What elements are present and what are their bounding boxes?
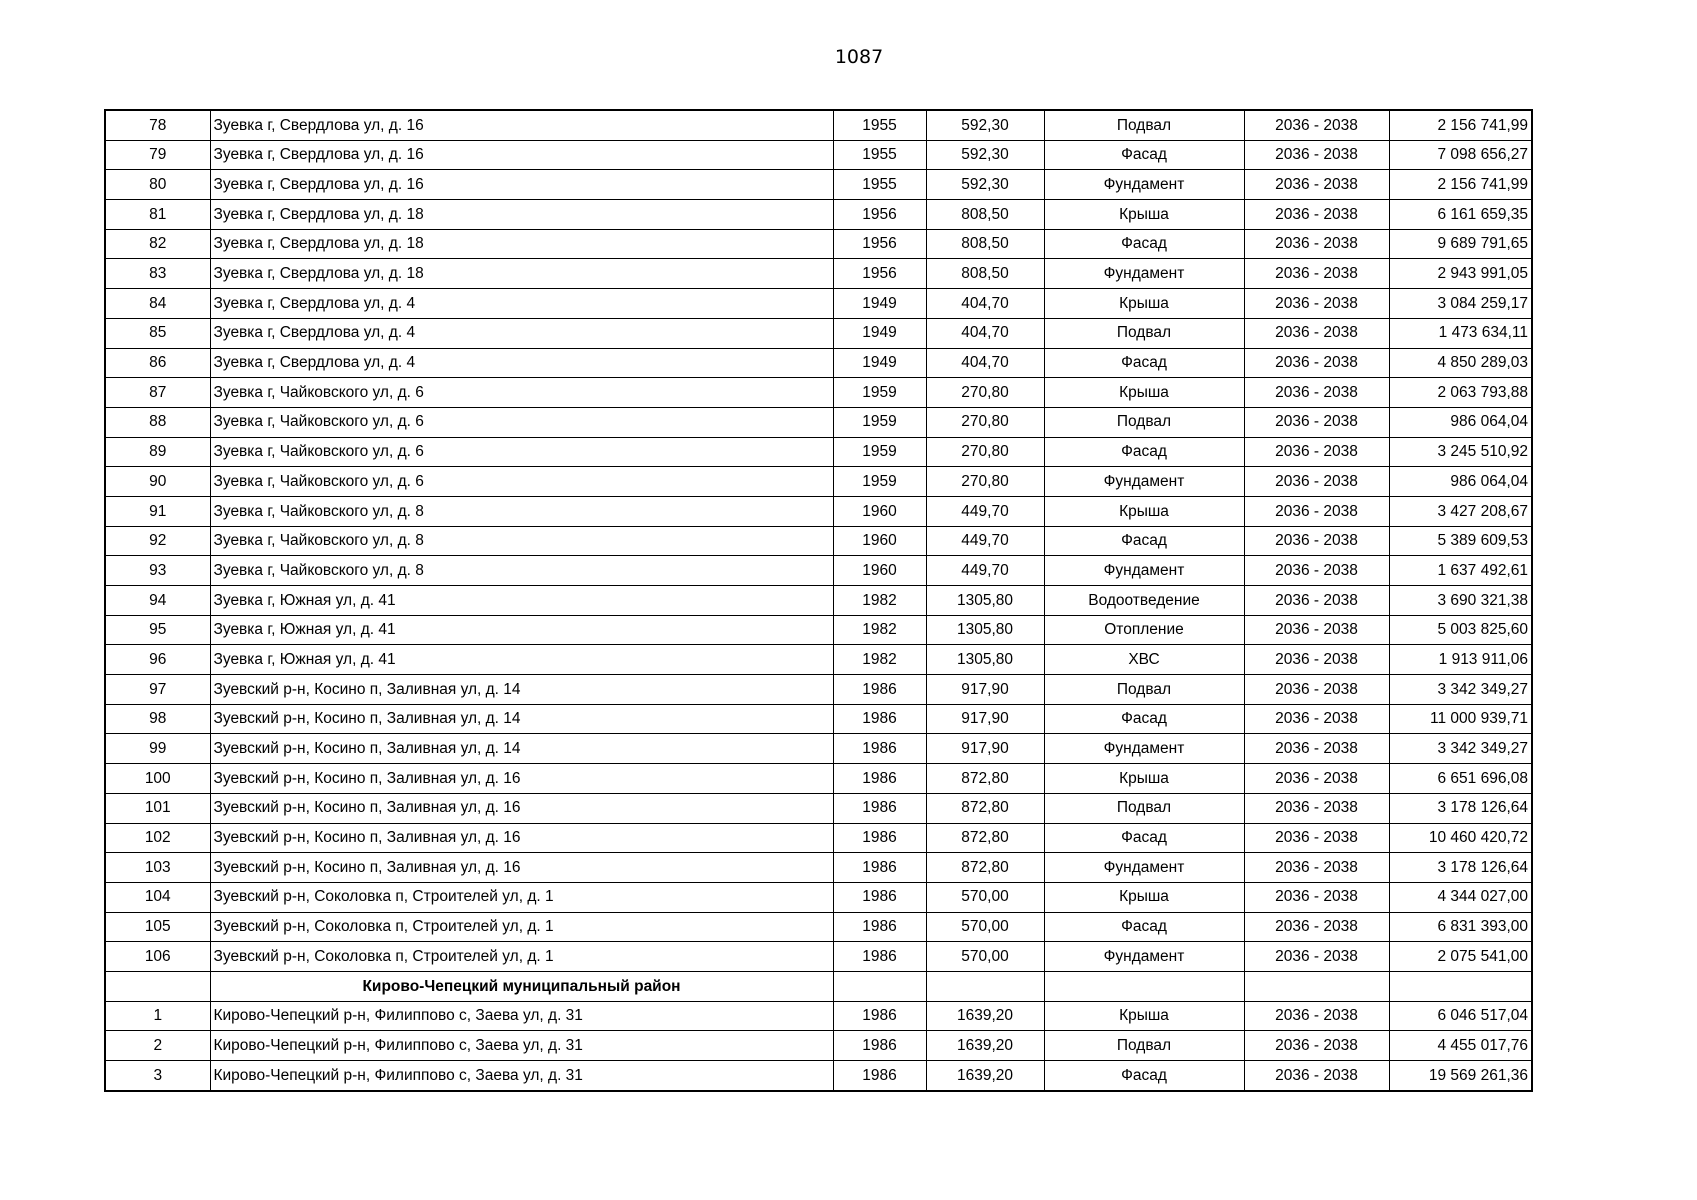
address-cell: Зуевка г, Свердлова ул, д. 4 [210, 348, 833, 378]
row-number-cell: 98 [105, 704, 210, 734]
build-year-cell: 1959 [833, 467, 926, 497]
address-cell: Зуевка г, Чайковского ул, д. 6 [210, 467, 833, 497]
build-year-cell: 1982 [833, 615, 926, 645]
address-cell: Зуевка г, Свердлова ул, д. 18 [210, 229, 833, 259]
work-type-cell: Крыша [1044, 1001, 1244, 1031]
area-cell: 449,70 [926, 556, 1044, 586]
work-type-cell: Фасад [1044, 704, 1244, 734]
address-cell: Зуевский р-н, Косино п, Заливная ул, д. 14 [210, 734, 833, 764]
cost-cell: 6 831 393,00 [1389, 912, 1532, 942]
period-cell: 2036 - 2038 [1244, 170, 1389, 200]
table-row [105, 675, 1532, 705]
address-cell: Зуевка г, Чайковского ул, д. 6 [210, 378, 833, 408]
address-cell: Зуевка г, Свердлова ул, д. 4 [210, 289, 833, 319]
build-year-cell: 1960 [833, 496, 926, 526]
table-row [105, 942, 1532, 972]
cost-cell: 6 651 696,08 [1389, 764, 1532, 794]
work-type-cell: Подвал [1044, 793, 1244, 823]
cost-cell: 1 637 492,61 [1389, 556, 1532, 586]
address-cell: Зуевка г, Южная ул, д. 41 [210, 645, 833, 675]
table-row [105, 615, 1532, 645]
table-row [105, 912, 1532, 942]
cost-cell: 2 156 741,99 [1389, 170, 1532, 200]
row-number-cell: 106 [105, 942, 210, 972]
cost-cell: 5 003 825,60 [1389, 615, 1532, 645]
address-cell: Зуевка г, Чайковского ул, д. 8 [210, 556, 833, 586]
cost-cell: 3 245 510,92 [1389, 437, 1532, 467]
work-type-cell: Фасад [1044, 437, 1244, 467]
table-row [105, 764, 1532, 794]
row-number-cell [105, 971, 210, 1001]
row-number-cell: 92 [105, 526, 210, 556]
cost-cell: 2 063 793,88 [1389, 378, 1532, 408]
address-cell: Зуевка г, Свердлова ул, д. 16 [210, 110, 833, 140]
period-cell: 2036 - 2038 [1244, 407, 1389, 437]
area-cell: 270,80 [926, 437, 1044, 467]
cost-cell: 1 913 911,06 [1389, 645, 1532, 675]
work-type-cell: Фундамент [1044, 556, 1244, 586]
area-cell: 872,80 [926, 823, 1044, 853]
cost-cell: 9 689 791,65 [1389, 229, 1532, 259]
work-type-cell: Фундамент [1044, 259, 1244, 289]
area-cell: 1305,80 [926, 586, 1044, 616]
area-cell: 917,90 [926, 734, 1044, 764]
period-cell: 2036 - 2038 [1244, 704, 1389, 734]
area-cell: 270,80 [926, 407, 1044, 437]
address-cell: Зуевский р-н, Косино п, Заливная ул, д. 16 [210, 764, 833, 794]
period-cell: 2036 - 2038 [1244, 378, 1389, 408]
row-number-cell: 105 [105, 912, 210, 942]
period-cell: 2036 - 2038 [1244, 764, 1389, 794]
period-cell: 2036 - 2038 [1244, 348, 1389, 378]
row-number-cell: 85 [105, 318, 210, 348]
cost-cell: 4 344 027,00 [1389, 882, 1532, 912]
cost-cell: 6 161 659,35 [1389, 200, 1532, 230]
row-number-cell: 78 [105, 110, 210, 140]
cost-cell: 986 064,04 [1389, 467, 1532, 497]
period-cell: 2036 - 2038 [1244, 556, 1389, 586]
address-cell: Кирово-Чепецкий р-н, Филиппово с, Заева ул, д. 31 [210, 1061, 833, 1091]
work-type-cell: Фасад [1044, 1061, 1244, 1091]
build-year-cell: 1986 [833, 704, 926, 734]
row-number-cell: 94 [105, 586, 210, 616]
address-cell: Зуевка г, Южная ул, д. 41 [210, 586, 833, 616]
address-cell: Зуевка г, Свердлова ул, д. 4 [210, 318, 833, 348]
build-year-cell: 1986 [833, 853, 926, 883]
table-row [105, 289, 1532, 319]
table-row [105, 467, 1532, 497]
table-row [105, 882, 1532, 912]
table-row [105, 496, 1532, 526]
area-cell: 270,80 [926, 467, 1044, 497]
table-row [105, 734, 1532, 764]
build-year-cell: 1955 [833, 110, 926, 140]
table-row [105, 526, 1532, 556]
work-type-cell: Фундамент [1044, 942, 1244, 972]
build-year-cell: 1959 [833, 407, 926, 437]
work-type-cell: Подвал [1044, 1031, 1244, 1061]
period-cell: 2036 - 2038 [1244, 586, 1389, 616]
work-type-cell: Крыша [1044, 882, 1244, 912]
table-row [105, 378, 1532, 408]
build-year-cell: 1949 [833, 318, 926, 348]
table-row [105, 437, 1532, 467]
row-number-cell: 93 [105, 556, 210, 586]
area-cell: 1305,80 [926, 615, 1044, 645]
period-cell: 2036 - 2038 [1244, 140, 1389, 170]
period-cell: 2036 - 2038 [1244, 675, 1389, 705]
area-cell: 270,80 [926, 378, 1044, 408]
cost-cell: 3 178 126,64 [1389, 853, 1532, 883]
area-cell: 570,00 [926, 882, 1044, 912]
work-type-cell: ХВС [1044, 645, 1244, 675]
address-cell: Зуевка г, Чайковского ул, д. 6 [210, 407, 833, 437]
period-cell: 2036 - 2038 [1244, 200, 1389, 230]
cost-cell: 986 064,04 [1389, 407, 1532, 437]
row-number-cell: 86 [105, 348, 210, 378]
area-cell: 872,80 [926, 853, 1044, 883]
area-cell: 404,70 [926, 289, 1044, 319]
build-year-cell: 1955 [833, 170, 926, 200]
area-cell: 808,50 [926, 229, 1044, 259]
table-row [105, 348, 1532, 378]
row-number-cell: 1 [105, 1001, 210, 1031]
area-cell: 404,70 [926, 348, 1044, 378]
build-year-cell: 1959 [833, 437, 926, 467]
period-cell: 2036 - 2038 [1244, 110, 1389, 140]
build-year-cell: 1956 [833, 229, 926, 259]
cost-cell: 3 084 259,17 [1389, 289, 1532, 319]
cost-cell: 3 690 321,38 [1389, 586, 1532, 616]
section-header-row [105, 971, 1532, 1001]
cost-cell: 10 460 420,72 [1389, 823, 1532, 853]
address-cell: Зуевка г, Свердлова ул, д. 16 [210, 170, 833, 200]
work-type-cell: Отопление [1044, 615, 1244, 645]
address-cell: Зуевский р-н, Косино п, Заливная ул, д. 14 [210, 704, 833, 734]
address-cell: Зуевка г, Чайковского ул, д. 6 [210, 437, 833, 467]
area-cell: 592,30 [926, 140, 1044, 170]
row-number-cell: 87 [105, 378, 210, 408]
area-cell: 1305,80 [926, 645, 1044, 675]
period-cell: 2036 - 2038 [1244, 882, 1389, 912]
area-cell [926, 971, 1044, 1001]
table-row [105, 645, 1532, 675]
work-type-cell: Водоотведение [1044, 586, 1244, 616]
period-cell: 2036 - 2038 [1244, 437, 1389, 467]
period-cell: 2036 - 2038 [1244, 289, 1389, 319]
table-row [105, 259, 1532, 289]
period-cell: 2036 - 2038 [1244, 1061, 1389, 1091]
work-type-cell: Фасад [1044, 823, 1244, 853]
period-cell [1244, 971, 1389, 1001]
area-cell: 570,00 [926, 912, 1044, 942]
cost-cell: 3 342 349,27 [1389, 675, 1532, 705]
period-cell: 2036 - 2038 [1244, 526, 1389, 556]
address-cell: Зуевка г, Свердлова ул, д. 16 [210, 140, 833, 170]
area-cell: 808,50 [926, 200, 1044, 230]
work-type-cell: Фундамент [1044, 170, 1244, 200]
table-row [105, 1001, 1532, 1031]
cost-cell: 3 427 208,67 [1389, 496, 1532, 526]
address-cell: Зуевка г, Чайковского ул, д. 8 [210, 496, 833, 526]
build-year-cell: 1959 [833, 378, 926, 408]
table-row [105, 853, 1532, 883]
build-year-cell: 1955 [833, 140, 926, 170]
cost-cell: 2 943 991,05 [1389, 259, 1532, 289]
row-number-cell: 83 [105, 259, 210, 289]
build-year-cell: 1982 [833, 586, 926, 616]
table-row [105, 170, 1532, 200]
period-cell: 2036 - 2038 [1244, 645, 1389, 675]
area-cell: 592,30 [926, 170, 1044, 200]
work-type-cell: Фундамент [1044, 853, 1244, 883]
area-cell: 449,70 [926, 526, 1044, 556]
address-cell: Зуевский р-н, Соколовка п, Строителей ул, д. 1 [210, 912, 833, 942]
work-type-cell: Крыша [1044, 496, 1244, 526]
table-row [105, 823, 1532, 853]
row-number-cell: 90 [105, 467, 210, 497]
period-cell: 2036 - 2038 [1244, 1001, 1389, 1031]
table-row [105, 1031, 1532, 1061]
row-number-cell: 101 [105, 793, 210, 823]
registry-table [104, 109, 1533, 1092]
table-row [105, 229, 1532, 259]
build-year-cell: 1960 [833, 556, 926, 586]
area-cell: 1639,20 [926, 1001, 1044, 1031]
area-cell: 570,00 [926, 942, 1044, 972]
period-cell: 2036 - 2038 [1244, 467, 1389, 497]
build-year-cell: 1986 [833, 1001, 926, 1031]
address-cell: Зуевский р-н, Соколовка п, Строителей ул, д. 1 [210, 942, 833, 972]
address-cell: Зуевский р-н, Косино п, Заливная ул, д. 14 [210, 675, 833, 705]
table-row [105, 1061, 1532, 1091]
table-row [105, 110, 1532, 140]
cost-cell [1389, 971, 1532, 1001]
work-type-cell: Крыша [1044, 200, 1244, 230]
table-row [105, 318, 1532, 348]
address-cell: Зуевский р-н, Косино п, Заливная ул, д. 16 [210, 793, 833, 823]
work-type-cell: Подвал [1044, 407, 1244, 437]
section-title-cell: Кирово-Чепецкий муниципальный район [210, 971, 833, 1001]
build-year-cell: 1986 [833, 675, 926, 705]
build-year-cell: 1986 [833, 912, 926, 942]
area-cell: 592,30 [926, 110, 1044, 140]
build-year-cell: 1986 [833, 734, 926, 764]
cost-cell: 6 046 517,04 [1389, 1001, 1532, 1031]
build-year-cell: 1960 [833, 526, 926, 556]
cost-cell: 4 455 017,76 [1389, 1031, 1532, 1061]
row-number-cell: 80 [105, 170, 210, 200]
period-cell: 2036 - 2038 [1244, 1031, 1389, 1061]
work-type-cell: Фасад [1044, 229, 1244, 259]
cost-cell: 2 156 741,99 [1389, 110, 1532, 140]
build-year-cell: 1986 [833, 1061, 926, 1091]
row-number-cell: 103 [105, 853, 210, 883]
row-number-cell: 104 [105, 882, 210, 912]
period-cell: 2036 - 2038 [1244, 615, 1389, 645]
work-type-cell: Подвал [1044, 110, 1244, 140]
address-cell: Зуевка г, Свердлова ул, д. 18 [210, 259, 833, 289]
address-cell: Зуевка г, Чайковского ул, д. 8 [210, 526, 833, 556]
table-row [105, 704, 1532, 734]
build-year-cell: 1986 [833, 823, 926, 853]
address-cell: Зуевский р-н, Косино п, Заливная ул, д. 16 [210, 853, 833, 883]
build-year-cell: 1982 [833, 645, 926, 675]
table-row [105, 140, 1532, 170]
address-cell: Кирово-Чепецкий р-н, Филиппово с, Заева ул, д. 31 [210, 1031, 833, 1061]
row-number-cell: 89 [105, 437, 210, 467]
area-cell: 872,80 [926, 793, 1044, 823]
row-number-cell: 84 [105, 289, 210, 319]
work-type-cell: Фасад [1044, 140, 1244, 170]
cost-cell: 7 098 656,27 [1389, 140, 1532, 170]
work-type-cell: Фундамент [1044, 734, 1244, 764]
table-row [105, 793, 1532, 823]
build-year-cell [833, 971, 926, 1001]
area-cell: 872,80 [926, 764, 1044, 794]
address-cell: Кирово-Чепецкий р-н, Филиппово с, Заева ул, д. 31 [210, 1001, 833, 1031]
cost-cell: 11 000 939,71 [1389, 704, 1532, 734]
row-number-cell: 95 [105, 615, 210, 645]
row-number-cell: 82 [105, 229, 210, 259]
address-cell: Зуевка г, Свердлова ул, д. 18 [210, 200, 833, 230]
address-cell: Зуевский р-н, Соколовка п, Строителей ул, д. 1 [210, 882, 833, 912]
period-cell: 2036 - 2038 [1244, 793, 1389, 823]
row-number-cell: 96 [105, 645, 210, 675]
registry-table-body [105, 110, 1532, 1091]
work-type-cell: Крыша [1044, 289, 1244, 319]
work-type-cell: Фундамент [1044, 467, 1244, 497]
period-cell: 2036 - 2038 [1244, 823, 1389, 853]
row-number-cell: 3 [105, 1061, 210, 1091]
cost-cell: 2 075 541,00 [1389, 942, 1532, 972]
work-type-cell: Фасад [1044, 348, 1244, 378]
period-cell: 2036 - 2038 [1244, 942, 1389, 972]
row-number-cell: 2 [105, 1031, 210, 1061]
area-cell: 917,90 [926, 704, 1044, 734]
period-cell: 2036 - 2038 [1244, 318, 1389, 348]
build-year-cell: 1986 [833, 882, 926, 912]
work-type-cell: Подвал [1044, 675, 1244, 705]
build-year-cell: 1986 [833, 764, 926, 794]
address-cell: Зуевка г, Южная ул, д. 41 [210, 615, 833, 645]
work-type-cell: Подвал [1044, 318, 1244, 348]
cost-cell: 19 569 261,36 [1389, 1061, 1532, 1091]
build-year-cell: 1956 [833, 200, 926, 230]
build-year-cell: 1986 [833, 1031, 926, 1061]
row-number-cell: 99 [105, 734, 210, 764]
row-number-cell: 97 [105, 675, 210, 705]
area-cell: 1639,20 [926, 1061, 1044, 1091]
work-type-cell: Фасад [1044, 526, 1244, 556]
area-cell: 449,70 [926, 496, 1044, 526]
period-cell: 2036 - 2038 [1244, 853, 1389, 883]
row-number-cell: 100 [105, 764, 210, 794]
work-type-cell: Крыша [1044, 764, 1244, 794]
period-cell: 2036 - 2038 [1244, 259, 1389, 289]
period-cell: 2036 - 2038 [1244, 496, 1389, 526]
build-year-cell: 1986 [833, 942, 926, 972]
row-number-cell: 91 [105, 496, 210, 526]
area-cell: 1639,20 [926, 1031, 1044, 1061]
row-number-cell: 88 [105, 407, 210, 437]
area-cell: 917,90 [926, 675, 1044, 705]
work-type-cell: Крыша [1044, 378, 1244, 408]
table-row [105, 556, 1532, 586]
row-number-cell: 79 [105, 140, 210, 170]
row-number-cell: 102 [105, 823, 210, 853]
period-cell: 2036 - 2038 [1244, 912, 1389, 942]
work-type-cell [1044, 971, 1244, 1001]
build-year-cell: 1986 [833, 793, 926, 823]
area-cell: 404,70 [926, 318, 1044, 348]
table-row [105, 586, 1532, 616]
build-year-cell: 1949 [833, 348, 926, 378]
period-cell: 2036 - 2038 [1244, 734, 1389, 764]
area-cell: 808,50 [926, 259, 1044, 289]
table-row [105, 407, 1532, 437]
build-year-cell: 1956 [833, 259, 926, 289]
work-type-cell: Фасад [1044, 912, 1244, 942]
table-row [105, 200, 1532, 230]
page-number: 1087 [834, 46, 884, 68]
build-year-cell: 1949 [833, 289, 926, 319]
address-cell: Зуевский р-н, Косино п, Заливная ул, д. 16 [210, 823, 833, 853]
cost-cell: 4 850 289,03 [1389, 348, 1532, 378]
cost-cell: 3 178 126,64 [1389, 793, 1532, 823]
row-number-cell: 81 [105, 200, 210, 230]
cost-cell: 5 389 609,53 [1389, 526, 1532, 556]
period-cell: 2036 - 2038 [1244, 229, 1389, 259]
cost-cell: 3 342 349,27 [1389, 734, 1532, 764]
cost-cell: 1 473 634,11 [1389, 318, 1532, 348]
